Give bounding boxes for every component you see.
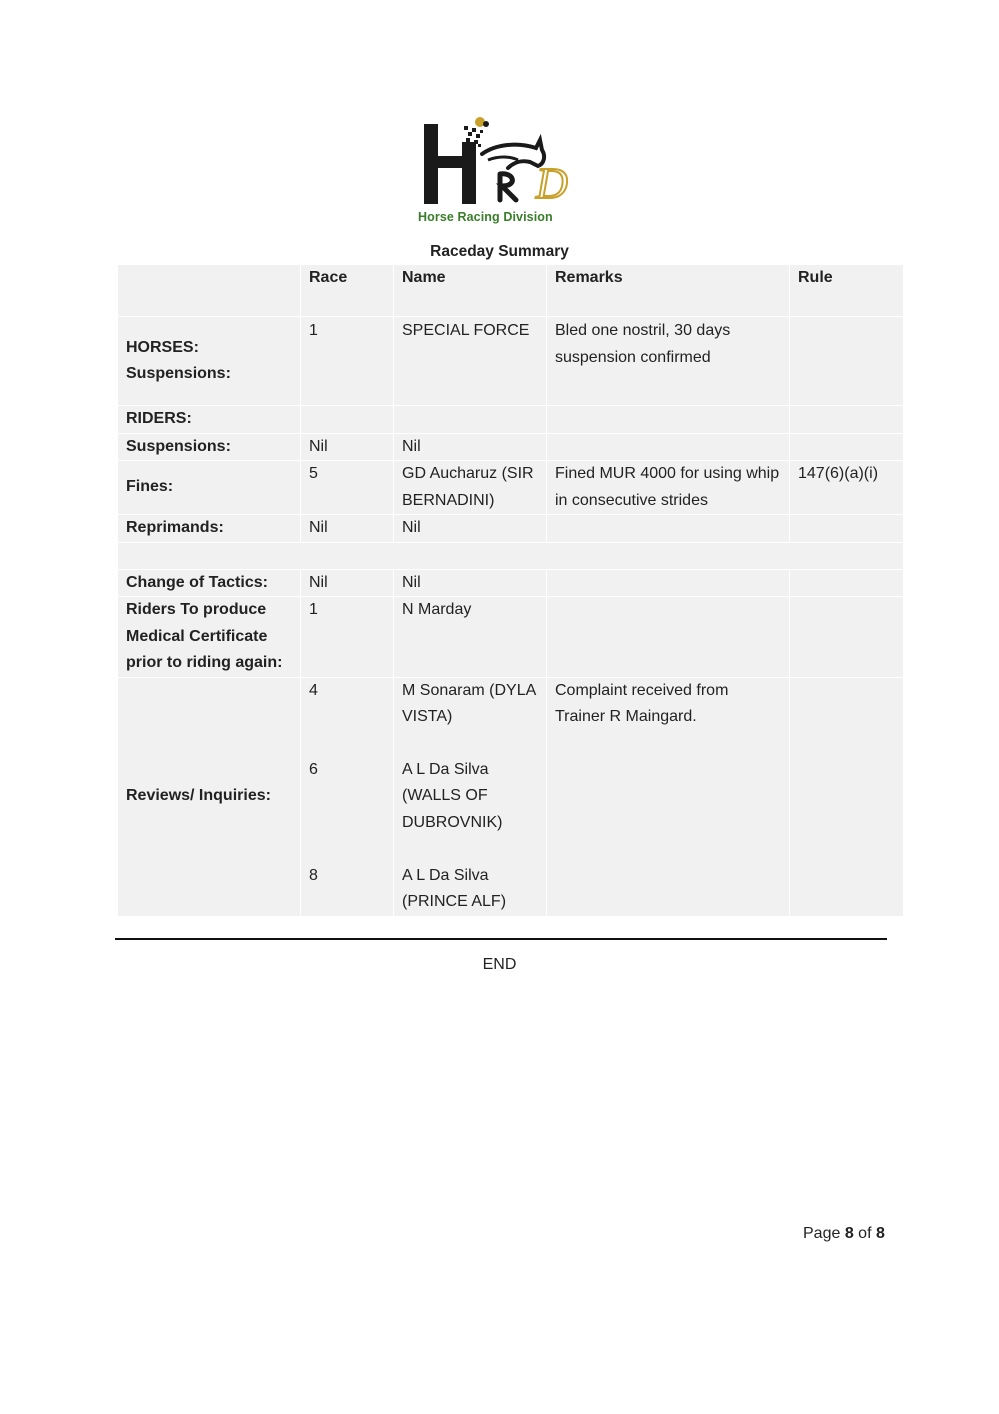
cell-name: Nil [394,433,547,461]
cell-rule [790,433,904,461]
cell-rule [790,569,904,597]
cell-name-list [394,677,547,916]
cell-remarks: Complaint received from Trainer R Maingard. [547,677,790,916]
cell-name: N Marday [394,597,547,678]
table-row-riders-heading [118,406,904,434]
table-row-fines [118,461,904,515]
cell-name: Nil [394,515,547,543]
logo-letter-d: D [536,159,568,208]
cell-rule [790,515,904,543]
table-header-row [118,265,904,317]
review-race: 4 [309,681,318,699]
cell-name: Nil [394,569,547,597]
cell-empty [547,406,790,434]
review-race: 6 [309,760,318,778]
cell-remarks [547,515,790,543]
cell-race: 1 [301,597,394,678]
end-text: END [482,956,517,973]
cell-race: Nil [301,569,394,597]
cell-empty [394,406,547,434]
cell-remarks: Bled one nostril, 30 days suspension confirmed [547,317,790,406]
header-cell-remarks: Remarks [547,265,790,317]
cell-name: GD Aucharuz (SIR BERNADINI) [394,461,547,515]
cell-race: Nil [301,515,394,543]
table-row-rider-suspensions [118,433,904,461]
row-label-riders: RIDERS: [118,406,301,434]
cell-race-list [301,677,394,916]
cell-remarks [547,569,790,597]
row-label-reviews: Reviews/ Inquiries: [118,677,301,916]
cell-rule [790,317,904,406]
table-row-change-of-tactics [118,569,904,597]
cell-race: 1 [301,317,394,406]
table-row-medical-certificate [118,597,904,678]
table-row-spacer [118,542,904,569]
cell-rule: 147(6)(a)(i) [790,461,904,515]
page-current: 8 [844,1225,854,1242]
page-of: of [853,1225,876,1242]
row-label-medical-certificate: Riders To produce Medical Certificate prior to riding again: [118,597,301,678]
table-row-reviews-inquiries [118,677,904,916]
review-name: A L Da Silva (WALLS OF DUBROVNIK) [402,760,503,831]
cell-remarks: Fined MUR 4000 for using whip in consecutive strides [547,461,790,515]
table-row-horses-suspensions [118,317,904,406]
row-label-change-of-tactics: Change of Tactics: [118,569,301,597]
horizontal-divider [115,938,887,940]
hrd-logo-graphic [418,116,583,212]
row-label-horses [118,317,301,406]
hrd-logo [418,116,583,231]
spacer-cell [118,542,904,569]
header-cell-name: Name [394,265,547,317]
cell-rule [790,677,904,916]
page-total: 8 [875,1225,885,1242]
row-label-fines: Fines: [118,461,301,515]
cell-remarks [547,597,790,678]
page-number [803,1225,885,1243]
row-label-suspensions: Suspensions: [118,433,301,461]
cell-race: 5 [301,461,394,515]
horses-label: HORSES: [126,338,199,356]
row-label-reprimands: Reprimands: [118,515,301,543]
header-cell-rule: Rule [790,265,904,317]
review-race: 8 [309,866,318,884]
review-name: M Sonaram (DYLA VISTA) [402,681,536,725]
cell-empty [301,406,394,434]
page-prefix: Page [803,1225,845,1242]
horses-suspensions-label: Suspensions: [126,365,231,382]
table-row-reprimands [118,515,904,543]
header-cell-race: Race [301,265,394,317]
logo-text: Horse Racing Division [418,210,553,224]
header-cell-blank [118,265,301,317]
cell-empty [790,406,904,434]
review-name: A L Da Silva (PRINCE ALF) [402,866,507,910]
page-title: Raceday Summary [430,243,569,260]
cell-race: Nil [301,433,394,461]
cell-name: SPECIAL FORCE [394,317,547,406]
cell-rule [790,597,904,678]
raceday-summary-table [117,264,904,917]
cell-remarks [547,433,790,461]
